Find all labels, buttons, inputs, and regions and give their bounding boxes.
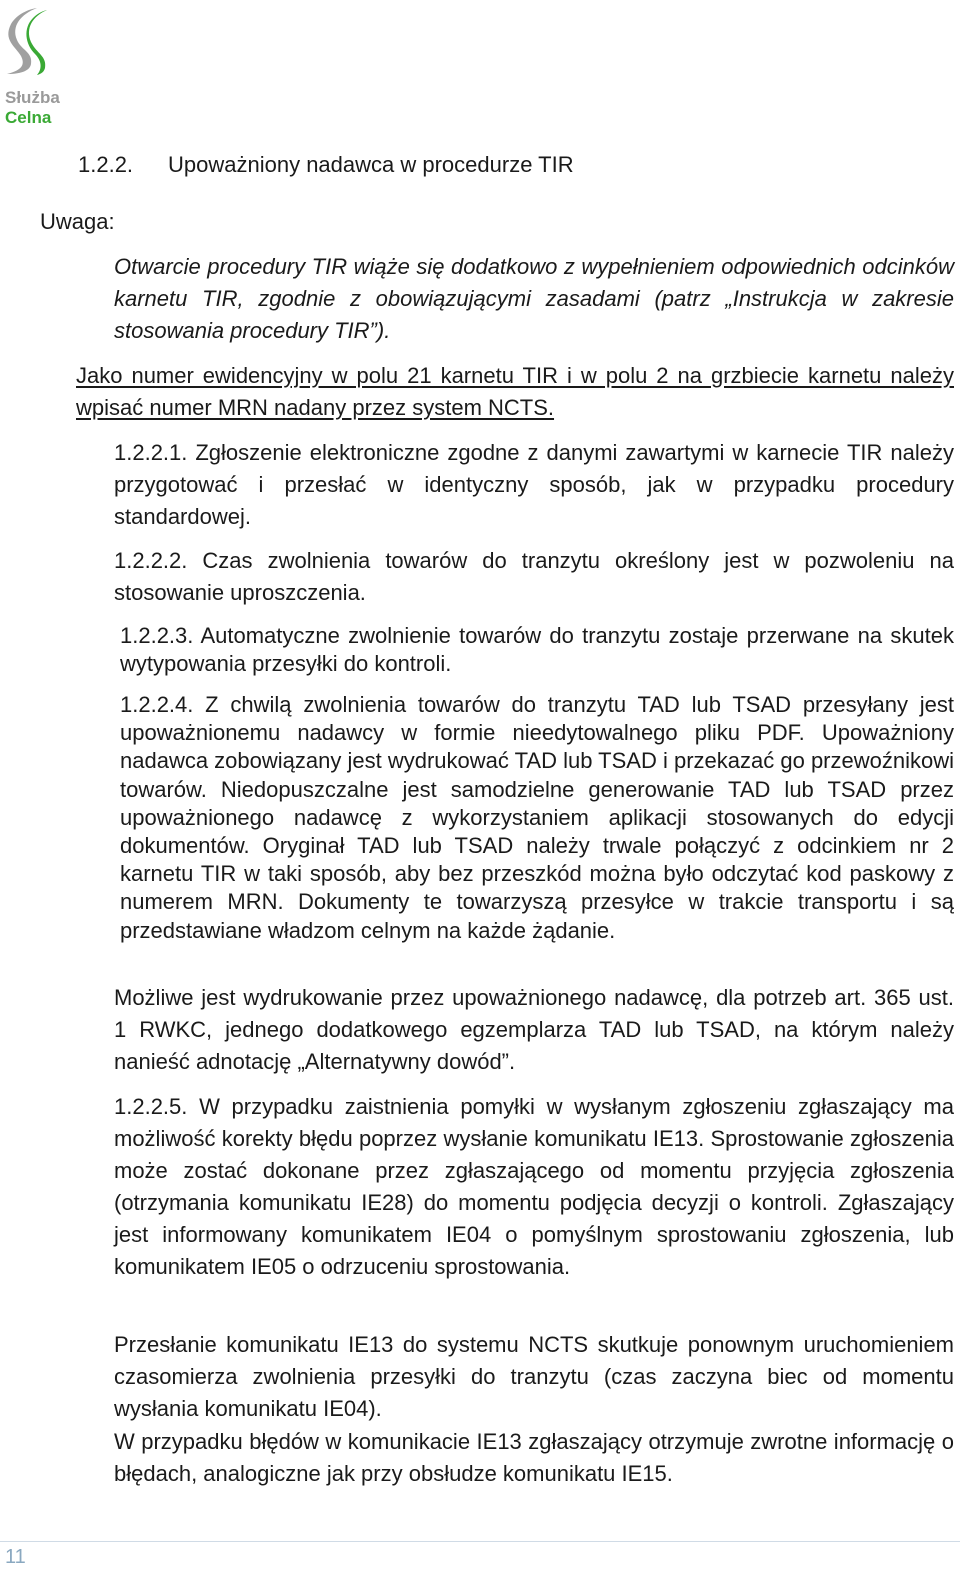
logo-text-line1: Służba — [5, 88, 60, 107]
italic-note: Otwarcie procedury TIR wiąże się dodatkowo z wypełnieniem odpowiednich odcinków karnetu TIR, zgodnie z obowiązującymi zasadami (patrz „Instrukcja w zakresie stosowania procedury TIR”). — [114, 254, 954, 343]
footer-divider — [0, 1541, 960, 1542]
customs-logo — [3, 6, 73, 128]
paragraph-1-2-2-1: 1.2.2.1. Zgłoszenie elektroniczne zgodne z danymi zawartymi w karnecie TIR należy przygotować i przesłać w identyczny sposób, jak w przypadku procedury standardowej. — [114, 440, 954, 529]
heading-title: Upoważniony nadawca w procedurze TIR — [168, 152, 574, 177]
paragraph-1-2-2-3: 1.2.2.3. Automatyczne zwolnienie towarów do tranzytu zostaje przerwane na skutek wytypowania przesyłki do kontroli. — [120, 623, 954, 676]
paragraph-ie13-errors: W przypadku błędów w komunikacie IE13 zgłaszający otrzymuje zwrotne informację o błędach, analogiczne jak przy obsłudze komunikatu IE15. — [114, 1429, 954, 1486]
heading-number: 1.2.2. — [78, 152, 134, 177]
section-heading — [78, 150, 574, 180]
underlined-note: Jako numer ewidencyjny w polu 21 karnetu TIR i w polu 2 na grzbiecie karnetu należy wpisać numer MRN nadany przez system NCTS. — [76, 363, 954, 420]
customs-service-logo-icon — [3, 6, 53, 76]
paragraph-alternative-proof: Możliwe jest wydrukowanie przez upoważnionego nadawcę, dla potrzeb art. 365 ust. 1 RWKC, jednego dodatkowego egzemplarza TAD lub TSAD, na którym należy nanieść adnotację „Alternatywny dowód”. — [114, 985, 954, 1074]
page-number: 11 — [5, 1546, 26, 1568]
paragraph-1-2-2-2: 1.2.2.2. Czas zwolnienia towarów do tranzytu określony jest w pozwoleniu na stosowanie uproszczenia. — [114, 548, 954, 605]
paragraph-ie13-timer: Przesłanie komunikatu IE13 do systemu NCTS skutkuje ponownym uruchomieniem czasomierza zwolnienia przesyłki do tranzytu (czas zaczyna biec od momentu wysłania komunikatu IE04). — [114, 1332, 954, 1421]
note-label: Uwaga: — [40, 209, 115, 234]
paragraph-1-2-2-4: 1.2.2.4. Z chwilą zwolnienia towarów do tranzytu TAD lub TSAD przesyłany jest upoważnionemu nadawcy w formie nieedytowalnego pliku PDF. Upoważniony nadawca zobowiązany jest wydrukować TAD lub TSAD i przekazać go przewoźnikowi towarów. Niedopuszczalne jest samodzielne generowanie TAD lub TSAD przez upoważnionego nadawcę z wykorzystaniem aplikacji stosowanych do edycji dokumentów. Oryginał TAD lub TSAD należy trwale połączyć z odcinkiem nr 2 karnetu TIR w taki sposób, aby bez przeszkód można było odczytać kod paskowy z numerem MRN. Dokumenty te towarzyszą przesyłce w trakcie transportu i są przedstawiane władzom celnym na każde żądanie. — [120, 692, 954, 943]
paragraph-1-2-2-5: 1.2.2.5. W przypadku zaistnienia pomyłki w wysłanym zgłoszeniu zgłaszający ma możliwość korekty błędu poprzez wysłanie komunikatu IE13. Sprostowanie zgłoszenia może zostać dokonane przez zgłaszającego od momentu przyjęcia zgłoszenia (otrzymania komunikatu IE28) do momentu podjęcia decyzji o kontroli. Zgłaszający jest informowany komunikatem IE04 o pomyślnym sprostowaniu zgłoszenia, lub komunikatem IE05 o odrzuceniu sprostowania. — [114, 1094, 954, 1279]
logo-text-line2: Celna — [5, 108, 52, 127]
